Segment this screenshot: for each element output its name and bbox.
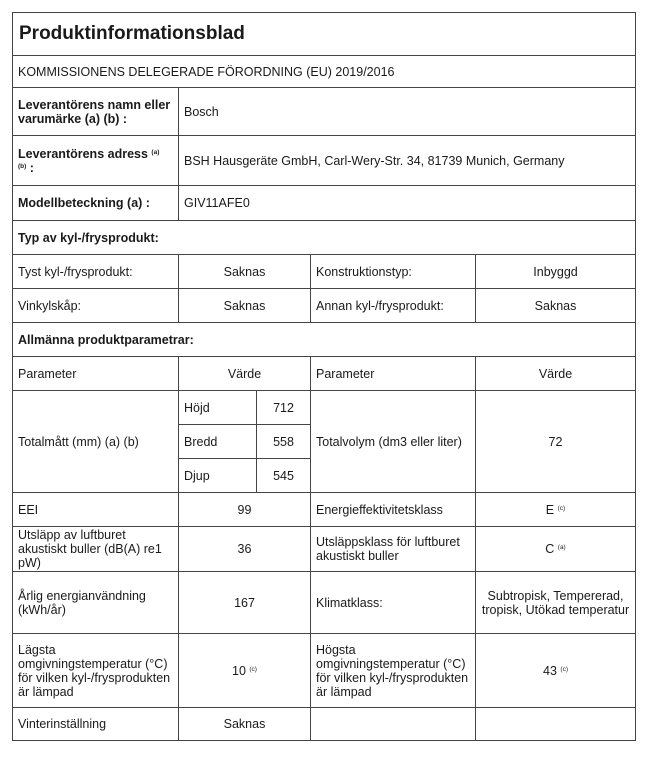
min-temp-note: (c) [249, 665, 257, 673]
min-temp-label: Lägsta omgivningstemperatur (°C) för vilken kyl-/frysprodukten är lämpad [13, 634, 179, 708]
noise-class-value: C [545, 542, 555, 556]
empty-cell-label [311, 708, 476, 741]
wine-value: Saknas [179, 289, 311, 323]
noise-value: 36 [179, 527, 311, 572]
annual-energy-label: Årlig energianvändning (kWh/år) [13, 572, 179, 634]
volume-label: Totalvolym (dm3 eller liter) [311, 391, 476, 493]
energy-class-cell [476, 493, 636, 527]
annual-energy-value: 167 [179, 572, 311, 634]
noise-label: Utsläpp av luftburet akustiskt buller (dB(A) re1 pW) [13, 527, 179, 572]
energy-class-value: E [545, 502, 555, 517]
winter-label: Vinterinställning [13, 708, 179, 741]
max-temp-cell [476, 634, 636, 708]
product-information-sheet [12, 12, 636, 741]
max-temp-note: (c) [560, 665, 568, 673]
height-label: Höjd [179, 391, 257, 425]
supplier-address-colon: : [29, 160, 34, 175]
wine-label: Vinkylskåp: [13, 289, 179, 323]
construction-value: Inbyggd [476, 255, 636, 289]
width-value: 558 [257, 425, 311, 459]
climate-value: Subtropisk, Tempererad, tropisk, Utökad temperatur [476, 572, 636, 634]
depth-label: Djup [179, 459, 257, 493]
empty-cell-value [476, 708, 636, 741]
noise-class-cell [476, 527, 636, 572]
construction-label: Konstruktionstyp: [311, 255, 476, 289]
supplier-address-label [13, 136, 179, 186]
min-temp-cell [179, 634, 311, 708]
model-value: GIV11AFE0 [179, 186, 636, 221]
height-value: 712 [257, 391, 311, 425]
energy-class-label: Energieffektivitetsklass [311, 493, 476, 527]
depth-value: 545 [257, 459, 311, 493]
width-label: Bredd [179, 425, 257, 459]
col-param-2: Parameter [311, 357, 476, 391]
quiet-label: Tyst kyl-/frysprodukt: [13, 255, 179, 289]
volume-value: 72 [476, 391, 636, 493]
min-temp-value: 10 [232, 663, 246, 678]
max-temp-value: 43 [543, 663, 557, 678]
max-temp-label: Högsta omgivningstemperatur (°C) för vilken kyl-/frysprodukten är lämpad [311, 634, 476, 708]
supplier-address-note-b: (b) [18, 162, 27, 170]
energy-class-note: (c) [557, 504, 566, 512]
eei-label: EEI [13, 493, 179, 527]
supplier-address-label-text: Leverantörens adress [18, 146, 148, 161]
model-label: Modellbeteckning (a) : [13, 186, 179, 221]
climate-label: Klimatklass: [311, 572, 476, 634]
supplier-address-value: BSH Hausgeräte GmbH, Carl-Wery-Str. 34, 81739 Munich, Germany [179, 136, 636, 186]
winter-value: Saknas [179, 708, 311, 741]
col-value-1: Värde [179, 357, 311, 391]
eei-value: 99 [179, 493, 311, 527]
sheet-title: Produktinformationsblad [13, 13, 636, 56]
noise-class-label: Utsläppsklass för luftburet akustiskt buller [311, 527, 476, 572]
supplier-name-value: Bosch [179, 88, 636, 136]
regulation-text: KOMMISSIONENS DELEGERADE FÖRORDNING (EU) 2019/2016 [13, 56, 636, 88]
other-label: Annan kyl-/frysprodukt: [311, 289, 476, 323]
other-value: Saknas [476, 289, 636, 323]
quiet-value: Saknas [179, 255, 311, 289]
supplier-name-label: Leverantörens namn eller varumärke (a) (b) : [13, 88, 179, 136]
general-header: Allmänna produktparametrar: [13, 323, 636, 357]
product-type-header: Typ av kyl-/frysprodukt: [13, 221, 636, 255]
noise-class-note: (a) [557, 544, 566, 551]
col-param-1: Parameter [13, 357, 179, 391]
col-value-2: Värde [476, 357, 636, 391]
dims-label: Totalmått (mm) (a) (b) [13, 391, 179, 493]
supplier-address-note: (a) [151, 148, 160, 156]
